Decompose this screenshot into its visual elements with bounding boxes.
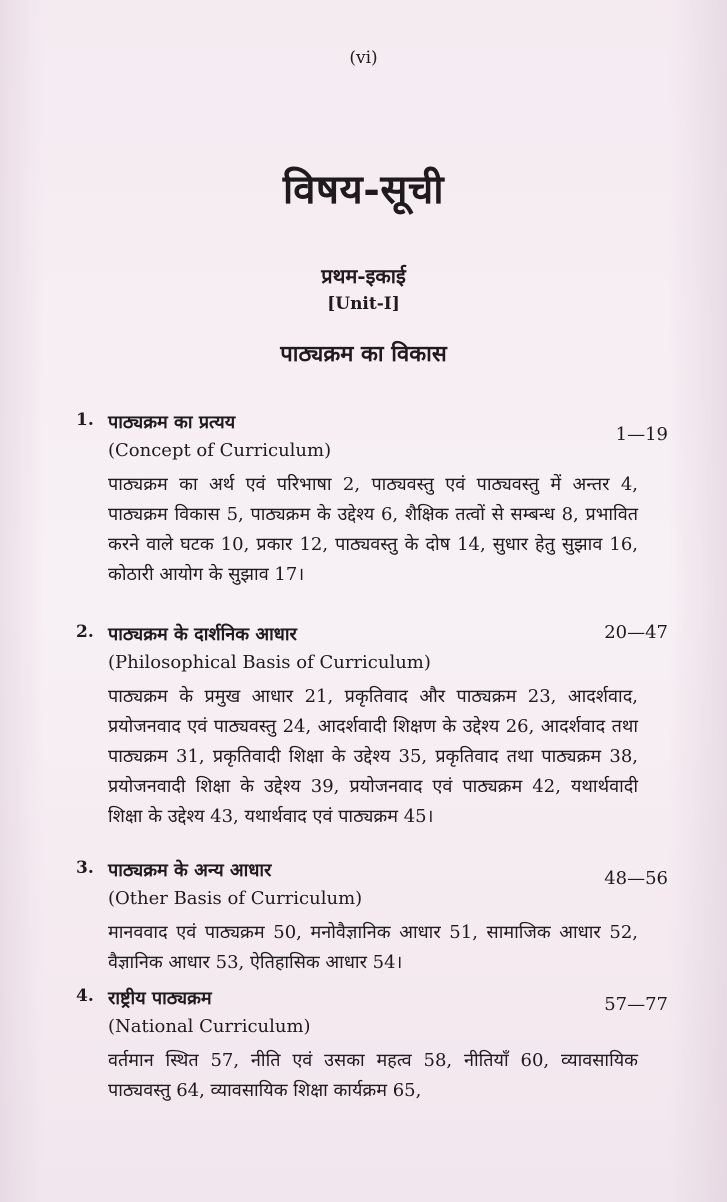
entry-pages: 48—56: [604, 868, 668, 889]
entry-number: 3.: [76, 858, 94, 878]
toc-title: विषय-सूची: [282, 166, 445, 213]
entry-number: 4.: [76, 986, 94, 1006]
entry-description: पाठ्यक्रम के प्रमुख आधार 21, प्रकृतिवाद और पाठ्यक्रम 23, आदर्शवाद, प्रयोजनवाद एवं पाठ्यवस्तु 24, आदर्शवादी शिक्षण के उद्देश्य 26, आदर्शवाद तथा पाठ्यक्रम 31, प्रकृतिवादी शिक्षा के उद्देश्य 35, प्रकृतिवाद तथा पाठ्यक्रम 38, प्रयोजनवादी शिक्षा के उद्देश्य 39, प्रयोजनवाद एवं पाठ्यक्रम 42, यथार्थवादी शिक्षा के उद्देश्य 43, यथार्थवाद एवं पाठ्यक्रम 45।: [108, 686, 638, 827]
toc-entry-1: [76, 410, 676, 590]
entry-description: वर्तमान स्थित 57, नीति एवं उसका महत्व 58, नीतियाँ 60, व्यावसायिक पाठ्यवस्तु 64, व्यावसायिक शिक्षा कार्यक्रम 65,: [108, 1050, 638, 1101]
toc-entry-2: [76, 622, 676, 832]
entry-english-title: (Other Basis of Curriculum): [108, 888, 363, 909]
entry-pages: 1—19: [615, 424, 668, 445]
page-number: (vi): [349, 48, 378, 68]
entry-number: 1.: [76, 410, 94, 430]
entry-title: पाठ्यक्रम के अन्य आधार: [108, 860, 272, 881]
entry-english-title: (Concept of Curriculum): [108, 440, 332, 461]
entry-description: पाठ्यक्रम का अर्थ एवं परिभाषा 2, पाठ्यवस्तु एवं पाठ्यवस्तु में अन्तर 4, पाठ्यक्रम विकास 5, पाठ्यक्रम के उद्देश्य 6, शैक्षिक तत्वों से सम्बन्ध 8, प्रभावित करने वाले घटक 10, प्रकार 12, पाठ्यवस्तु के दोष 14, सुधार हेतु सुझाव 16, कोठारी आयोग के सुझाव 17।: [108, 474, 638, 585]
entry-english-title: (National Curriculum): [108, 1016, 311, 1037]
unit-topic: पाठ्यक्रम का विकास: [280, 341, 447, 367]
unit-heading: प्रथम-इकाई: [321, 264, 406, 288]
unit-subheading: [Unit-I]: [327, 294, 400, 314]
toc-entry-3: [76, 858, 676, 978]
toc-entry-4: [76, 986, 676, 1106]
entry-number: 2.: [76, 622, 94, 642]
entry-description: मानववाद एवं पाठ्यक्रम 50, मनोवैज्ञानिक आधार 51, सामाजिक आधार 52, वैज्ञानिक आधार 53, ऐतिहासिक आधार 54।: [108, 922, 638, 973]
entry-title: राष्ट्रीय पाठ्यक्रम: [108, 988, 212, 1009]
entry-english-title: (Philosophical Basis of Curriculum): [108, 652, 431, 673]
entry-title: पाठ्यक्रम का प्रत्यय: [108, 412, 236, 433]
entry-pages: 20—47: [604, 622, 668, 643]
entry-title: पाठ्यक्रम के दार्शनिक आधार: [108, 624, 297, 645]
entry-pages: 57—77: [604, 994, 668, 1015]
